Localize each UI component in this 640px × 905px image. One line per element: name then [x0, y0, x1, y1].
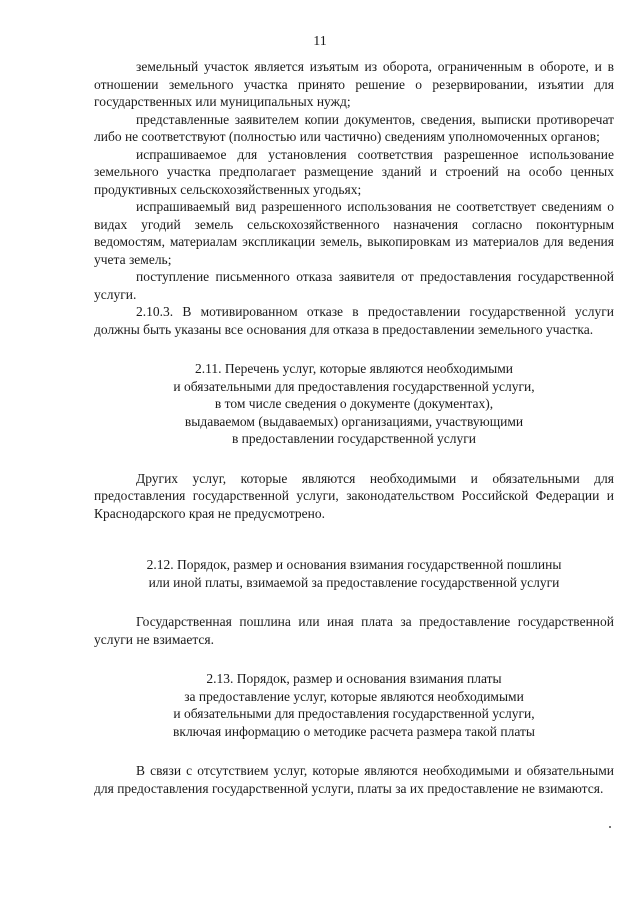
heading-line: за предоставление услуг, которые являются необходимыми: [184, 688, 524, 704]
heading-line: и обязательными для предоставления государственной услуги,: [173, 378, 535, 394]
paragraph: Других услуг, которые являются необходимыми и обязательными для предоставления государственной услуги, законодательством Российской Федерации и Краснодарского края не предусмотрено.: [94, 470, 614, 521]
heading-line: в том числе сведения о документе (документах),: [214, 396, 494, 411]
paragraph: 2.10.3. В мотивированном отказе в предоставлении государственной услуги должны быть указаны все основания для отказа в предоставлении земельного участка.: [94, 304, 614, 337]
paragraph: земельный участок является изъятым из оборота, ограниченным в обороте, и в отношении земельного участка принято решение о резервировании, изъятии для государственных или муниципальных нужд;: [94, 59, 614, 109]
paragraph: испрашиваемый вид разрешенного использования не соответствует сведениям о видах угодий земель сельскохозяйственного назначения согласно поконтурным ведомостям, материалам экспликации земель, выкопировкам из материалов для ведения учета земель;: [94, 199, 614, 267]
heading-line: 2.11. Перечень услуг, которые являются необходимыми: [195, 361, 513, 376]
scan-speck: [609, 826, 611, 828]
heading-line: в предоставлении государственной услуги: [231, 431, 477, 446]
heading-line: и обязательными для предоставления государственной услуги,: [173, 706, 535, 721]
paragraph: В связи с отсутствием услуг, которые являются необходимыми и обязательными для предоставления государственной услуги, платы за их предоставление не взимаются.: [94, 763, 614, 796]
section-heading-2-12: [94, 556, 614, 591]
page-number: 11: [313, 34, 327, 49]
paragraph: Государственная пошлина или иная плата за предоставление государственной услуги не взимается.: [94, 614, 614, 647]
section-heading-2-11: [94, 360, 614, 448]
paragraph: испрашиваемое для установления соответствия разрешенное использование земельного участка предполагает размещение зданий и строений на особо ценных продуктивных сельскохозяйственных угодьях;: [94, 146, 614, 197]
heading-line: выдаваемом (выдаваемых) организациями, участвующими: [184, 413, 524, 429]
heading-line: 2.12. Порядок, размер и основания взимания государственной пошлины: [146, 557, 562, 572]
section-heading-2-13: [94, 670, 614, 740]
heading-line: или иной платы, взимаемой за предоставление государственной услуги: [148, 574, 560, 590]
paragraph: поступление письменного отказа заявителя от предоставления государственной услуги.: [94, 269, 614, 302]
document-body: [94, 58, 614, 797]
heading-line: 2.13. Порядок, размер и основания взимания платы: [206, 671, 502, 686]
paragraph: представленные заявителем копии документов, сведения, выписки противоречат либо не соответствуют (полностью или частично) сведениям уполномоченных органов;: [94, 111, 614, 144]
heading-line: включая информацию о методике расчета размера такой платы: [173, 723, 535, 739]
